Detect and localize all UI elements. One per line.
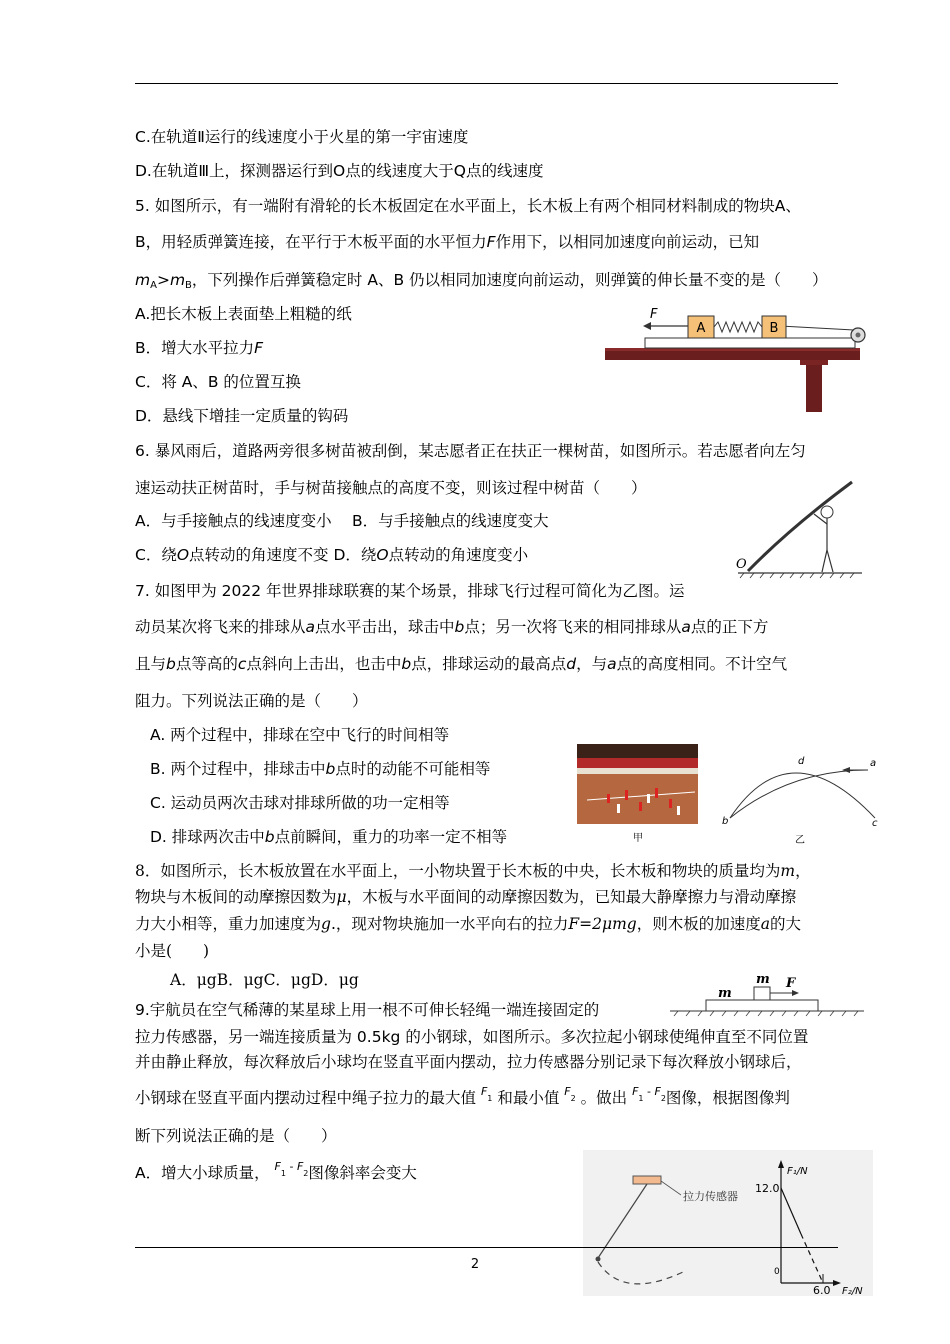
sensor-label: 拉力传感器 bbox=[683, 1190, 738, 1203]
figure-jia-label: 甲 bbox=[633, 833, 643, 844]
y-axis-label: F₁/N bbox=[787, 1166, 808, 1177]
header-rule bbox=[135, 83, 838, 84]
q7-l3-f: 点的高度相同。不计空气 bbox=[616, 655, 788, 673]
q9-line5: 断下列说法正确的是（ ） bbox=[135, 1127, 337, 1145]
block-b-label: B bbox=[769, 321, 779, 336]
q8-line4: 小是( ) bbox=[135, 942, 210, 960]
q6-figure bbox=[730, 478, 865, 580]
q6-options-ab: A．与手接触点的线速度变小 B．与手接触点的线速度变大 bbox=[135, 512, 549, 530]
q5-line2-b: 作用下，以相同加速度向前运动，已知 bbox=[495, 233, 760, 251]
spring-icon bbox=[714, 322, 762, 332]
string-line bbox=[780, 326, 854, 330]
q8-figure bbox=[668, 970, 866, 1020]
figure-background bbox=[583, 1150, 873, 1296]
force-arrow-head bbox=[643, 322, 651, 330]
point-d-label: d bbox=[798, 756, 805, 767]
q7-l3-cv: c bbox=[237, 655, 247, 673]
q6-cd-o2: O bbox=[376, 546, 389, 564]
q5-line2 bbox=[135, 232, 759, 252]
incoming-arrow-head bbox=[842, 767, 850, 773]
q7-l2-d: 点的正下方 bbox=[690, 618, 769, 636]
q8-l1-a: 8．如图所示，长木板放置在水平面上，一小物块置于长木板的中央，长木板和物块的质量均为 bbox=[135, 862, 781, 880]
q6-cd-o1: O bbox=[176, 546, 190, 564]
person-leg-right bbox=[827, 550, 833, 572]
q7-od-2: 点前瞬间，重力的功率一定不相等 bbox=[274, 828, 508, 846]
q9-l4-c: 。做出 bbox=[580, 1089, 628, 1107]
q5-option-b-f: F bbox=[254, 339, 264, 357]
q5-option-b-text: B．增大水平拉力 bbox=[135, 339, 255, 357]
q7-l2-av: a bbox=[305, 618, 316, 636]
q7-ob-1: B. 两个过程中，排球击中 bbox=[150, 760, 326, 778]
q5-option-b bbox=[135, 338, 263, 358]
q7-od-1: D. 排球两次击中 bbox=[150, 828, 265, 846]
q7-ob-v: b bbox=[325, 760, 336, 778]
y-tick-label: 12.0 bbox=[755, 1182, 780, 1195]
q9-l4-f1b-sub: 1 bbox=[638, 1094, 644, 1103]
q9-oa-f1-sub: 1 bbox=[280, 1169, 286, 1178]
q8-line3 bbox=[135, 914, 801, 934]
q9-oa-f1f2 bbox=[274, 1160, 309, 1178]
board-rect bbox=[706, 1000, 818, 1011]
q5-option-c: C．将 A、B 的位置互换 bbox=[135, 373, 301, 391]
q7-line2 bbox=[135, 617, 768, 637]
q8-l3-b: .，现对物块施加一水平向右的拉力 bbox=[330, 915, 569, 933]
q9-l4-f2 bbox=[564, 1085, 576, 1103]
q7-option-d bbox=[150, 827, 507, 847]
force-label: F bbox=[650, 307, 658, 322]
trajectory-a-to-b bbox=[730, 770, 868, 818]
q9-l4-f2-sub: 2 bbox=[570, 1094, 576, 1103]
q7-figure-jia bbox=[577, 744, 699, 844]
q5-ma: m bbox=[135, 271, 151, 289]
q9-l4-f1b: F bbox=[632, 1085, 639, 1098]
q4-option-d: D.在轨道Ⅲ上，探测器运行到O点的线速度大于Q点的线速度 bbox=[135, 162, 544, 180]
q9-option-a bbox=[135, 1160, 417, 1186]
q9-l4-f1-letter: F bbox=[480, 1085, 488, 1098]
q8-l3-a: 力大小相等，重力加速度为 bbox=[135, 915, 322, 933]
q7-option-b bbox=[150, 759, 490, 779]
q5-line2-a: B，用轻质弹簧连接，在平行于木板平面的水平恒力 bbox=[135, 233, 487, 251]
q8-l3-f: F=2μmg bbox=[568, 915, 637, 933]
q7-l3-bv2: b bbox=[401, 655, 412, 673]
q7-l3-d: 点，排球运动的最高点 bbox=[411, 655, 567, 673]
q8-l1-b: ， bbox=[795, 862, 811, 880]
q9-l4-f1f2 bbox=[632, 1085, 666, 1103]
q8-options: A．μgB．μgC．μgD．μg bbox=[170, 971, 359, 989]
ground-hatch bbox=[740, 573, 854, 578]
person-leg-left bbox=[822, 550, 827, 572]
tree-trunk bbox=[748, 482, 852, 571]
q9-line3: 并由静止释放，每次释放后小球均在竖直平面内摆动，拉力传感器分别记录下每次释放小钢球后， bbox=[135, 1053, 802, 1071]
point-b-label: b bbox=[722, 816, 729, 827]
q8-l3-av: a bbox=[760, 915, 770, 933]
q9-l4-f2b-sub: 2 bbox=[660, 1094, 666, 1103]
q7-ob-2: 点时的动能不可能相等 bbox=[335, 760, 491, 778]
q9-oa-2: 图像斜率会变大 bbox=[308, 1164, 417, 1182]
q7-l3-bv: b bbox=[166, 655, 176, 673]
q9-oa-f2: F bbox=[296, 1160, 304, 1173]
q8-line1 bbox=[135, 861, 811, 881]
q7-od-v: b bbox=[264, 828, 275, 846]
q7-option-a: A. 两个过程中，排球在空中飞行的时间相等 bbox=[150, 726, 450, 744]
q8-l3-g: g bbox=[321, 915, 331, 933]
block-a-label: A bbox=[696, 321, 706, 336]
q9-oa-f1: F bbox=[274, 1160, 281, 1173]
q7-l2-c: 点；另一次将飞来的相同排球从 bbox=[464, 618, 682, 636]
q9-line2: 拉力传感器，另一端连接质量为 0.5kg 的小钢球，如图所示。多次拉起小钢球使绳伸直至不同位置 bbox=[135, 1028, 809, 1046]
q6-options-cd bbox=[135, 545, 528, 565]
block-m-label: m bbox=[756, 972, 770, 987]
q9-l4-f2-letter: F bbox=[564, 1085, 571, 1098]
q7-l3-e: ，与 bbox=[576, 655, 608, 673]
q7-option-c: C. 运动员两次击球对排球所做的功一定相等 bbox=[150, 794, 450, 812]
q8-l2-mu: μ bbox=[336, 888, 347, 906]
q9-l4-a: 小钢球在竖直平面内摆动过程中绳子拉力的最大值 bbox=[135, 1089, 477, 1107]
x-tick-label: 6.0 bbox=[813, 1284, 831, 1296]
q5-sub-b: B bbox=[185, 280, 192, 291]
q4-option-c: C.在轨道Ⅱ运行的线速度小于火星的第一宇宙速度 bbox=[135, 128, 469, 146]
q9-l4-dash: - bbox=[647, 1085, 651, 1098]
q5-sub-a: A bbox=[150, 280, 157, 291]
photo-banner bbox=[577, 758, 698, 768]
q7-l3-dv: d bbox=[566, 655, 577, 673]
pulley-axle bbox=[856, 333, 861, 338]
q9-l4-f1-sub: 1 bbox=[487, 1094, 493, 1103]
long-board bbox=[645, 338, 855, 348]
photo-ads bbox=[577, 768, 698, 774]
q7-line4: 阻力。下列说法正确的是（ ） bbox=[135, 692, 368, 710]
q7-l2-a: 动员某次将飞来的排球从 bbox=[135, 618, 306, 636]
person-head bbox=[821, 506, 833, 518]
q9-figure bbox=[583, 1150, 873, 1296]
q7-l3-av: a bbox=[607, 655, 617, 673]
q8-l2-a: 物块与木板间的动摩擦因数为 bbox=[135, 888, 337, 906]
point-c-label: c bbox=[872, 818, 878, 829]
person-arm bbox=[814, 514, 827, 524]
q6-cd-3: 点转动的角速度变小 bbox=[388, 546, 529, 564]
q7-l2-av2: a bbox=[681, 618, 691, 636]
q8-l3-c: ，则木板的加速度 bbox=[636, 915, 761, 933]
table-bracket bbox=[800, 360, 828, 365]
q5-force-f: F bbox=[486, 233, 496, 251]
origin-label: 0 bbox=[774, 1267, 780, 1277]
footer-rule bbox=[135, 1247, 838, 1248]
q5-line3 bbox=[135, 270, 828, 293]
q7-l3-b: 点等高的 bbox=[175, 655, 238, 673]
q6-line2: 速运动扶正树苗时，手与树苗接触点的高度不变，则该过程中树苗（ ） bbox=[135, 479, 647, 497]
q5-line3-rest: ，下列操作后弹簧稳定时 A、B 仍以相同加速度向前运动，则弹簧的伸长量不变的是（ ） bbox=[191, 271, 828, 289]
table-leg bbox=[806, 360, 822, 412]
q5-line1: 5. 如图所示，有一端附有滑轮的长木板固定在水平面上，长木板上有两个相同材料制成的物块A、 bbox=[135, 197, 801, 215]
q8-l3-d: 的大 bbox=[769, 915, 801, 933]
pull-f-label: F bbox=[786, 976, 796, 991]
q8-l1-m: m bbox=[780, 862, 796, 880]
x-axis-label: F₂/N bbox=[842, 1286, 863, 1296]
q6-line1: 6. 暴风雨后，道路两旁很多树苗被刮倒，某志愿者正在扶正一棵树苗，如图所示。若志愿者向左匀 bbox=[135, 442, 806, 460]
q9-l4-b: 和最小值 bbox=[497, 1089, 560, 1107]
q5-gt-mb: >m bbox=[156, 271, 186, 289]
q7-l3-c: 点斜向上击出，也击中 bbox=[246, 655, 402, 673]
q9-oa-f2-sub: 2 bbox=[303, 1169, 309, 1178]
q5-option-a: A.把长木板上表面垫上粗糙的纸 bbox=[135, 305, 352, 323]
figure-yi-label: 乙 bbox=[795, 835, 805, 846]
q8-l2-b: ，木板与水平面间的动摩擦因数为，已知最大静摩擦力与滑动摩擦 bbox=[346, 888, 797, 906]
q9-line4 bbox=[135, 1085, 790, 1111]
q7-l3-a: 且与 bbox=[135, 655, 167, 673]
q9-line1: 9.宇航员在空气稀薄的某星球上用一根不可伸长轻绳一端连接固定的 bbox=[135, 1001, 600, 1019]
q8-line2 bbox=[135, 887, 796, 907]
q7-line3 bbox=[135, 654, 787, 674]
floor-hatch bbox=[674, 1011, 858, 1016]
small-block bbox=[754, 987, 770, 1000]
q9-oa-dash: - bbox=[289, 1160, 294, 1173]
q9-l4-f2b: F bbox=[654, 1085, 661, 1098]
pivot-o-label: O bbox=[736, 557, 747, 572]
board-m-label: m bbox=[718, 986, 732, 1001]
q9-l4-f1 bbox=[480, 1085, 493, 1103]
q9-oa-1: A．增大小球质量， bbox=[135, 1164, 270, 1182]
q7-l2-b: 点水平击出，球击中 bbox=[315, 618, 455, 636]
q7-line1: 7. 如图甲为 2022 年世界排球联赛的某个场景，排球飞行过程可简化为乙图。运 bbox=[135, 582, 685, 600]
force-sensor bbox=[633, 1176, 661, 1184]
q7-figure-yi bbox=[720, 748, 880, 848]
q7-l2-bv: b bbox=[454, 618, 465, 636]
point-a-label: a bbox=[870, 758, 877, 769]
q9-l4-d: 图像，根据图像判 bbox=[665, 1089, 790, 1107]
q5-option-d: D．悬线下增挂一定质量的钩码 bbox=[135, 407, 349, 425]
q5-figure bbox=[600, 302, 870, 414]
page-number: 2 bbox=[470, 1257, 480, 1272]
q6-cd-2: 点转动的角速度不变 D．绕 bbox=[189, 546, 377, 564]
q6-cd-1: C．绕 bbox=[135, 546, 177, 564]
